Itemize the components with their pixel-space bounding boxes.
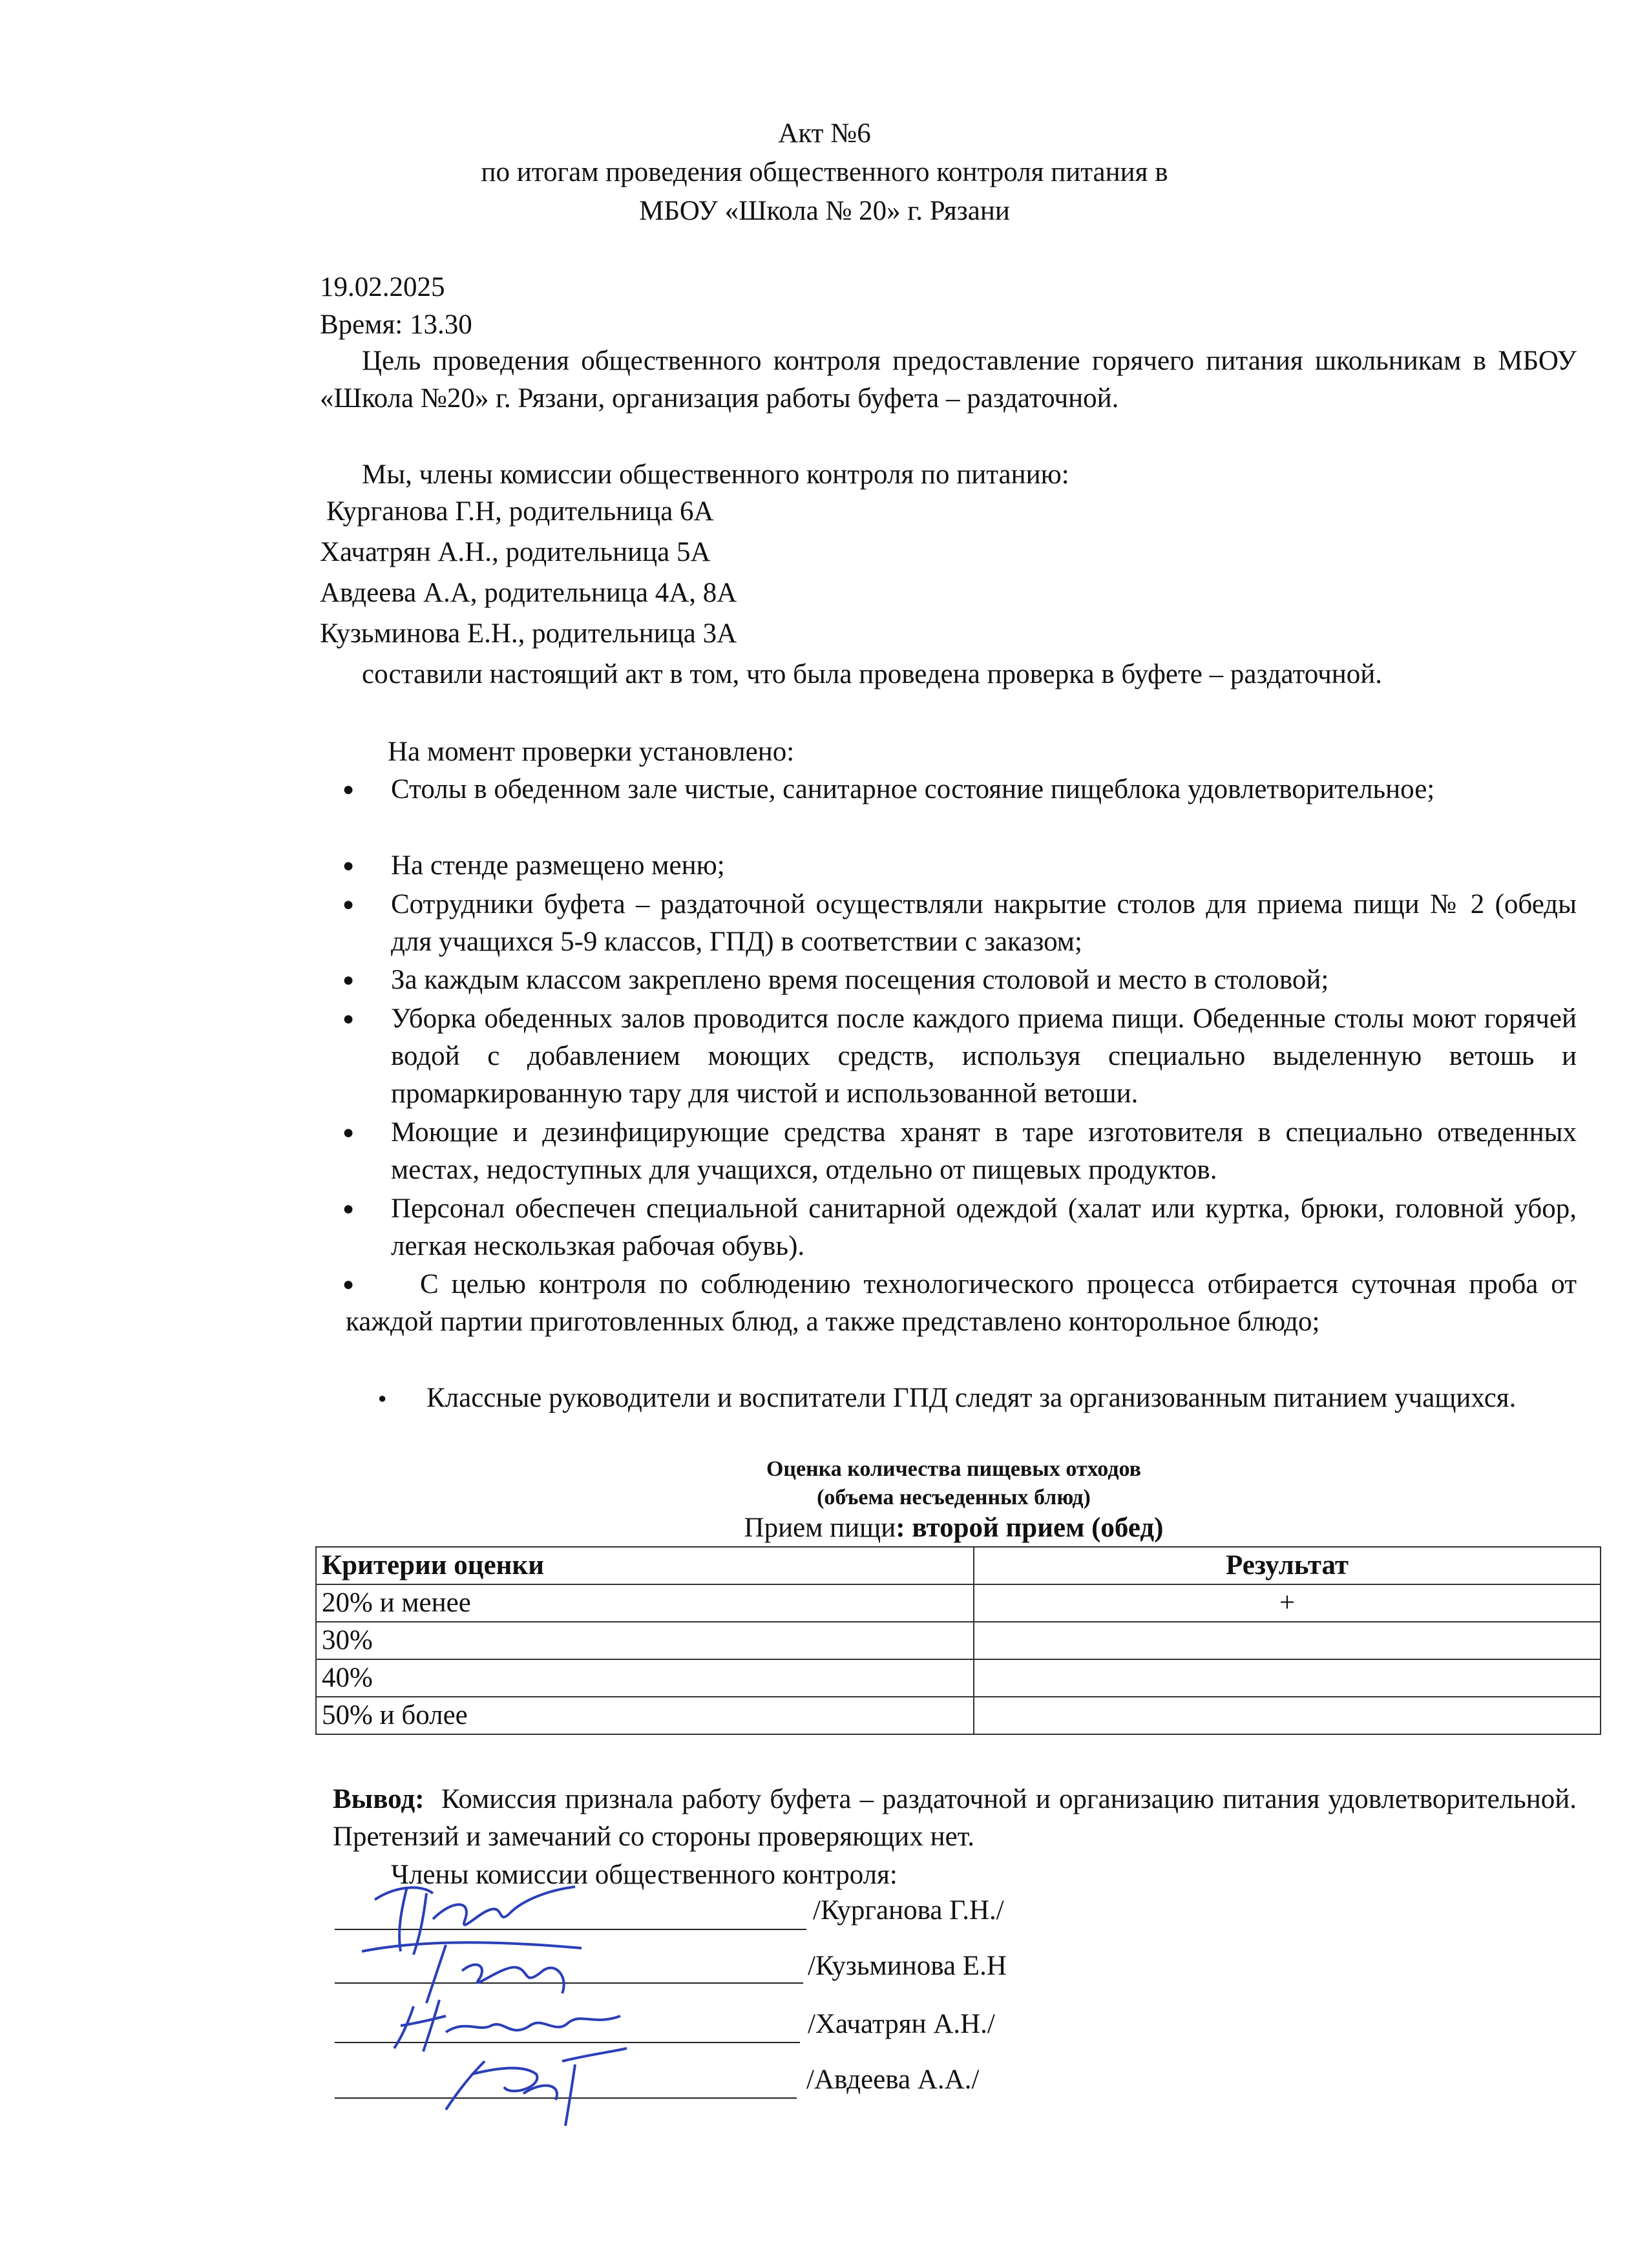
table-header-row xyxy=(316,1547,1601,1584)
result-cell xyxy=(974,1697,1601,1734)
table-row xyxy=(316,1697,1601,1734)
members-intro: Мы, члены комиссии общественного контроля по питанию: xyxy=(362,459,1069,490)
finding-6: Моющие и дезинфицирующие средства хранят в таре изготовителя в специально отведенных местах, недоступных для учащихся, отдельно от пищевых продуктов. xyxy=(391,1117,1577,1185)
findings-intro: На момент проверки установлено: xyxy=(388,737,795,767)
signature-avdeeva xyxy=(426,2035,633,2132)
signatures-intro: Члены комиссии общественного контроля: xyxy=(391,1860,898,1890)
criterion-cell: 20% и менее xyxy=(316,1584,974,1622)
member-3: Авдеева А.А, родительница 4А, 8А xyxy=(320,578,737,608)
act-date: 19.02.2025 xyxy=(320,272,445,302)
bullet-icon: ● xyxy=(342,894,355,915)
bullet-icon: ● xyxy=(342,1198,355,1219)
conclusion-paragraph xyxy=(333,1781,1577,1856)
meal-value: : второй прием (обед) xyxy=(896,1513,1164,1543)
signer-name-4: /Авдеева А.А./ xyxy=(806,2064,980,2095)
member-2: Хачатрян А.Н., родительница 5А xyxy=(320,537,711,567)
act-title: Акт №6 xyxy=(778,118,871,149)
bullet-icon: ● xyxy=(342,855,355,876)
table-row xyxy=(316,1584,1601,1622)
waste-table xyxy=(315,1546,1601,1735)
act-subtitle-2: МБОУ «Школа № 20» г. Рязани xyxy=(639,196,1010,226)
result-cell xyxy=(974,1622,1601,1659)
act-time: Время: 13.30 xyxy=(320,310,472,340)
conclusion-label: Вывод: xyxy=(333,1784,425,1814)
signer-name-2: /Кузьминова Е.Н xyxy=(808,1951,1007,1981)
table-row xyxy=(316,1622,1601,1659)
column-header-criteria: Критерии оценки xyxy=(316,1547,974,1584)
meal-line xyxy=(0,1511,1649,1546)
finding-2: На стенде размещено меню; xyxy=(391,850,725,881)
compiled-statement: составили настоящий акт в том, что была проведена проверка в буфете – раздаточной. xyxy=(362,659,1383,689)
result-cell: + xyxy=(974,1584,1601,1622)
member-1: Курганова Г.Н, родительница 6А xyxy=(326,496,714,527)
member-4: Кузьминова Е.Н., родительница 3А xyxy=(320,618,737,649)
finding-8: С целью контроля по соблюдению технологического процесса отбирается суточная проба от каждой партии приготовленных блюд, а также представлено конторольное блюдо; xyxy=(346,1269,1577,1337)
criterion-cell: 50% и более xyxy=(316,1697,974,1734)
signer-name-3: /Хачатрян А.Н./ xyxy=(808,2009,995,2039)
bullet-icon: ● xyxy=(378,1390,387,1406)
purpose-paragraph: Цель проведения общественного контроля предоставление горячего питания школьникам в МБОУ «Школа №20» г. Рязани, организация работы буфета – раздаточной. xyxy=(320,346,1577,414)
finding-9: Классные руководители и воспитатели ГПД следят за организованным питанием учащихся. xyxy=(426,1383,1517,1413)
act-subtitle-1: по итогам проведения общественного контроля питания в xyxy=(481,157,1168,187)
finding-5: Уборка обеденных залов проводится после каждого приема пищи. Обеденные столы моют горячей водой с добавлением моющих средств, используя специально выделенную ветошь и промаркированную тару для чистой и использованной ветоши. xyxy=(391,1003,1577,1109)
finding-1: Столы в обеденном зале чистые, санитарное состояние пищеблока удовлетворительное; xyxy=(391,774,1435,804)
finding-3: Сотрудники буфета – раздаточной осуществляли накрытие столов для приема пищи № 2 (обеды для учащихся 5-9 классов, ГПД) в соответствии с заказом; xyxy=(391,889,1577,957)
conclusion-text: Комиссия признала работу буфета – раздаточной и организацию питания удовлетворительной. Претензий и замечаний со стороны проверяющих нет. xyxy=(333,1784,1577,1852)
criterion-cell: 40% xyxy=(316,1659,974,1697)
bullet-icon: ● xyxy=(342,969,355,991)
bullet-icon: ● xyxy=(342,1274,355,1295)
finding-4: За каждым классом закреплено время посещения столовой и место в столовой; xyxy=(391,965,1329,995)
column-header-result: Результат xyxy=(974,1547,1601,1584)
waste-title-2: (объема несъеденных блюд) xyxy=(817,1486,1091,1509)
signature-stroke xyxy=(446,2048,627,2126)
meal-label: Прием пищи xyxy=(744,1513,896,1543)
waste-title-1: Оценка количества пищевых отходов xyxy=(766,1457,1142,1481)
bullet-icon: ● xyxy=(342,1122,355,1143)
criterion-cell: 30% xyxy=(316,1622,974,1659)
table-row xyxy=(316,1659,1601,1697)
finding-7: Персонал обеспечен специальной санитарной одеждой (халат или куртка, брюки, головной убор, легкая нескользкая рабочая обувь). xyxy=(391,1193,1577,1261)
bullet-icon: ● xyxy=(342,1008,355,1029)
signer-name-1: /Курганова Г.Н./ xyxy=(813,1895,1004,1926)
result-cell xyxy=(974,1659,1601,1697)
bullet-icon: ● xyxy=(342,779,355,800)
